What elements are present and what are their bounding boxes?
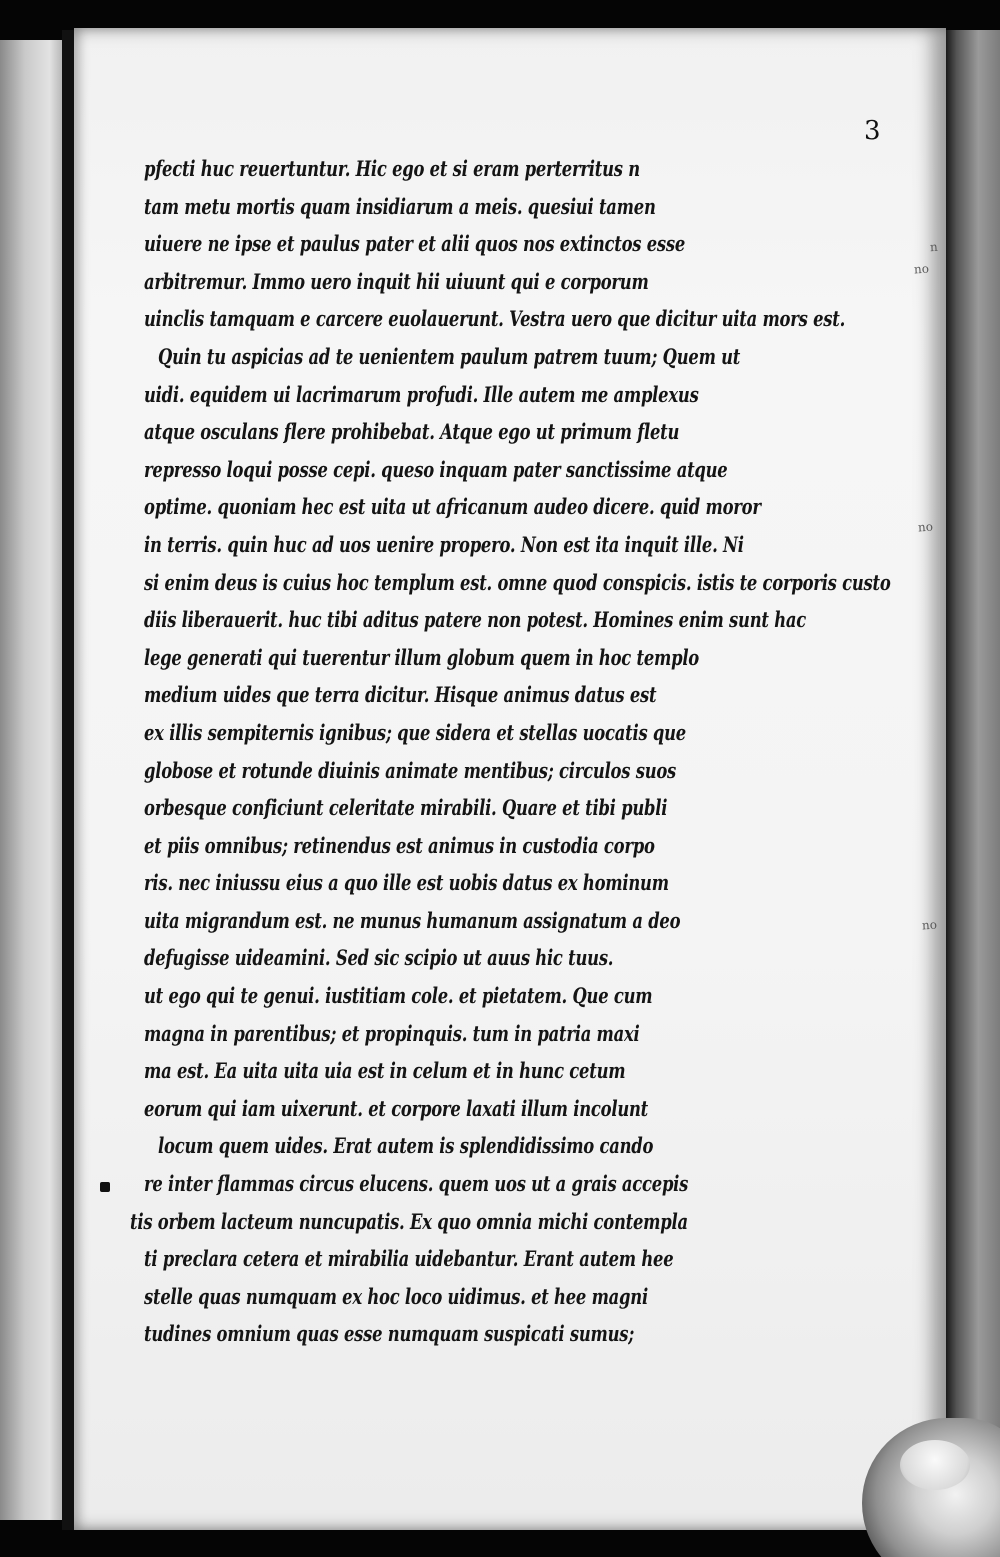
manuscript-line: atque osculans flere prohibebat. Atque ego ut primum fletu — [144, 419, 680, 445]
manuscript-folio — [74, 28, 946, 1530]
manuscript-line: medium uides que terra dicitur. Hisque animus datus est — [144, 682, 657, 708]
text-block — [130, 150, 891, 1353]
manuscript-line: optime. quoniam hec est uita ut africanum audeo dicere. quid moror — [144, 494, 761, 520]
manuscript-line: ut ego qui te genui. iustitiam cole. et pietatem. Que cum — [144, 983, 653, 1009]
manuscript-line: ris. nec iniussu eius a quo ille est uobis datus ex hominum — [144, 870, 669, 896]
manuscript-line: re inter flammas circus elucens. quem uos ut a grais accepis — [144, 1171, 689, 1197]
manuscript-line: arbitremur. Immo uero inquit hii uiuunt qui e corporum — [144, 268, 649, 294]
next-leaf-edge — [913, 30, 1000, 1530]
manuscript-line: diis liberauerit. huc tibi aditus patere non potest. Homines enim sunt hac — [144, 607, 807, 633]
thumbnail-highlight — [900, 1440, 970, 1490]
manuscript-line: in terris. quin huc ad uos uenire propero. Non est ita inquit ille. Ni — [144, 531, 744, 557]
manuscript-line: orbesque conficiunt celeritate mirabili. Quare et tibi publi — [144, 795, 668, 821]
manuscript-line: uiuere ne ipse et paulus pater et alii quos nos extinctos esse — [144, 231, 686, 257]
manuscript-line: stelle quas numquam ex hoc loco uidimus. et hee magni — [144, 1283, 648, 1309]
manuscript-line: magna in parentibus; et propinquis. tum in patria maxi — [144, 1020, 640, 1046]
manuscript-line: represso loqui posse cepi. queso inquam pater sanctissime atque — [144, 456, 728, 482]
manuscript-line: locum quem uides. Erat autem is splendidissimo cando — [158, 1133, 654, 1159]
manuscript-line: defugisse uideamini. Sed sic scipio ut auus hic tuus. — [144, 945, 614, 971]
manuscript-line: pfecti huc reuertuntur. Hic ego et si eram perterritus n — [144, 156, 640, 181]
manuscript-line: si enim deus is cuius hoc templum est. omne quod conspicis. istis te corporis custo — [144, 569, 891, 595]
manuscript-line: uita migrandum est. ne munus humanum assignatum a deo — [144, 907, 681, 933]
manuscript-line: lege generati qui tuerentur illum globum quem in hoc templo — [144, 644, 700, 670]
binding-gutter — [62, 30, 74, 1530]
margin-note: no — [913, 261, 930, 277]
manuscript-line: globose et rotunde diuinis animate mentibus; circulos suos — [144, 757, 677, 783]
folio-number: 3 — [864, 116, 881, 146]
manuscript-line: uinclis tamquam e carcere euolauerunt. Vestra uero que dicitur uita mors est. — [144, 306, 846, 332]
margin-note: no — [917, 519, 934, 535]
manuscript-line: ti preclara cetera et mirabilia uidebantur. Erant autem hee — [144, 1246, 674, 1272]
manuscript-line: et piis omnibus; retinendus est animus in custodia corpo — [144, 832, 655, 858]
manuscript-line: tis orbem lacteum nuncupatis. Ex quo omnia michi contempla — [130, 1208, 688, 1234]
manuscript-line: uidi. equidem ui lacrimarum profudi. Ille autem me amplexus — [144, 381, 699, 407]
manuscript-line: ma est. Ea uita uita uia est in celum et in hunc cetum — [144, 1058, 626, 1084]
left-page-edge — [0, 40, 62, 1520]
manuscript-line: Quin tu aspicias ad te uenientem paulum patrem tuum; Quem ut — [158, 343, 741, 369]
margin-note: no — [921, 917, 938, 933]
margin-mark — [100, 1182, 110, 1192]
manuscript-line: tam metu mortis quam insidiarum a meis. quesiui tamen — [144, 193, 656, 219]
manuscript-line: ex illis sempiternis ignibus; que sidera et stellas uocatis que — [144, 719, 686, 745]
manuscript-line: tudines omnium quas esse numquam suspicati sumus; — [144, 1321, 635, 1347]
manuscript-line: eorum qui iam uixerunt. et corpore laxati illum incolunt — [144, 1095, 649, 1121]
margin-note: n — [929, 239, 939, 255]
